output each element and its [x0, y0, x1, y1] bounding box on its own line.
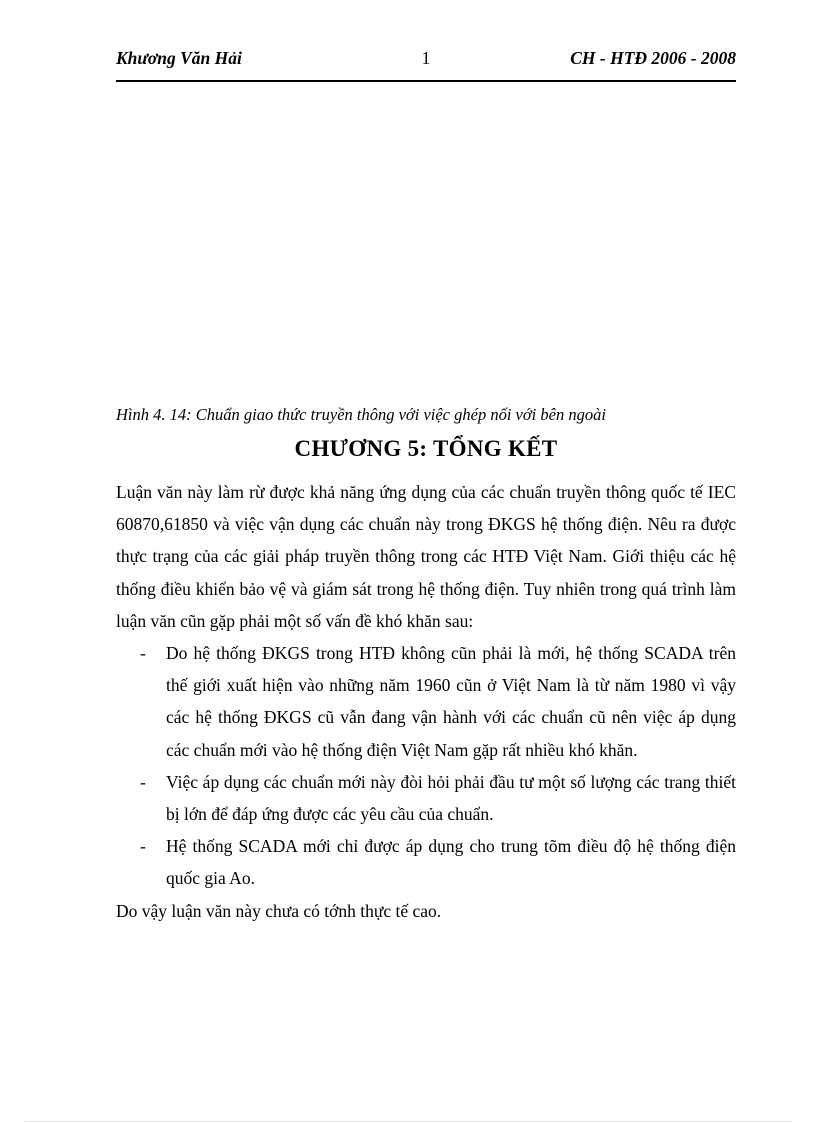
header-course: CH - HTĐ 2006 - 2008 [570, 48, 736, 68]
figure-caption: Hình 4. 14: Chuẩn giao thức truyền thông với việc ghép nối với bên ngoài [116, 405, 606, 424]
bullet-dash: - [140, 771, 146, 792]
bullet-dash: - [140, 836, 146, 857]
list-item [116, 766, 736, 830]
page-bottom-border [24, 1121, 792, 1122]
bullet-dash: - [140, 643, 146, 664]
figure-area [116, 90, 736, 400]
chapter-body [116, 476, 736, 927]
list-item-text: Việc áp dụng các chuẩn mới này đòi hỏi phải đầu tư một số lượng các trang thiết bị lớn để đáp ứng được các yêu cầu của chuẩn. [166, 771, 736, 825]
chapter-title: CHƯƠNG 5: TỔNG KẾT [294, 436, 558, 461]
conclusion-paragraph: Do vậy luận văn này chưa có tớnh thực tế cao. [116, 900, 442, 921]
header-page-number: 1 [421, 48, 431, 68]
intro-paragraph: Luận văn này làm rừ được khả năng ứng dụng của các chuẩn truyền thông quốc tế IEC 60870,61850 và việc vận dụng các chuẩn này trong ĐKGS hệ thống điện. Nêu ra được thực trạng của các giải pháp truyền thông trong các HTĐ Việt Nam. Giới thiệu các hệ thống điều khiển bảo vệ và giám sát trong hệ thống điện. Tuy nhiên trong quá trình làm luận văn cũn gặp phải một số vấn đề khó khăn sau: [116, 482, 736, 631]
list-item [116, 637, 736, 766]
list-item-text: Do hệ thống ĐKGS trong HTĐ không cũn phải là mới, hệ thống SCADA trên thế giới xuất hiện vào những năm 1960 cũn ở Việt Nam là từ năm 1980 vì vậy các hệ thống ĐKGS cũ vẫn đang vận hành với các chuẩn cũ nên việc áp dụng các chuẩn mới vào hệ thống điện Việt Nam gặp rất nhiều khó khăn. [166, 643, 736, 760]
header-divider [116, 80, 736, 82]
difficulty-list [116, 637, 736, 895]
list-item-text: Hệ thống SCADA mới chỉ được áp dụng cho trung tõm điều độ hệ thống điện quốc gia Ao. [166, 836, 736, 889]
list-item [116, 830, 736, 894]
page-header [116, 48, 736, 72]
header-author: Khương Văn Hải [116, 48, 242, 68]
